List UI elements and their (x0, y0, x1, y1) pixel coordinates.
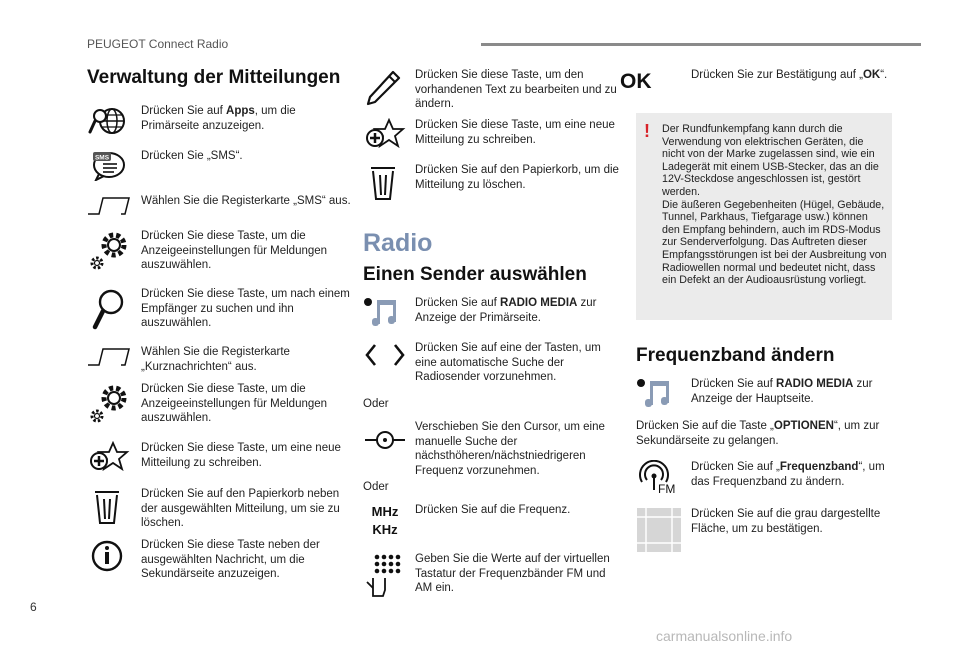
grey-area-icon (636, 507, 682, 553)
oder-label: Oder (363, 481, 389, 493)
tab-icon (87, 194, 131, 218)
music-note-icon (636, 377, 676, 413)
options-instruction: Drücken Sie auf die Taste „OPTIONEN“, um zur Sekundärseite zu gelangen. (636, 420, 880, 447)
music-note-icon (363, 296, 403, 332)
search-icon (87, 287, 127, 331)
ok-icon: OK (620, 70, 652, 93)
apps-globe-icon (87, 104, 127, 138)
running-header: PEUGEOT Connect Radio (87, 37, 229, 51)
info-icon (87, 538, 127, 578)
frequency-unit-icon: MHz KHz (371, 504, 399, 537)
fm-radio-icon (636, 460, 680, 496)
header-rule (481, 43, 921, 46)
tab-icon (87, 345, 131, 369)
new-message-icon (363, 118, 407, 150)
settings-gear-icon (87, 229, 127, 273)
settings-gear-icon (87, 382, 127, 426)
pencil-icon (363, 68, 403, 108)
warning-icon: ! (644, 121, 650, 141)
warning-note (636, 113, 892, 320)
section-title-messages: Verwaltung der Mitteilungen (87, 67, 341, 88)
section-title-frequency-band: Frequenzband ändern (636, 345, 835, 366)
fm-label: FM (658, 482, 676, 496)
trash-icon (87, 487, 127, 527)
keypad-icon (363, 552, 407, 598)
page-number: 6 (30, 600, 37, 614)
watermark: carmanualsonline.info (656, 628, 793, 644)
chevron-left-right-icon (363, 341, 407, 369)
slider-cursor-icon (363, 420, 407, 460)
trash-icon (363, 163, 403, 203)
section-title-radio: Radio (363, 229, 433, 257)
sms-icon (87, 149, 127, 181)
warning-text: Der Rundfunkempfang kann durch die Verwendung von elektrischen Geräten, die nicht von der Marke zugelassen sind, wie ein Ladegerät mit einem USB-Stecker, das an die 12V-Steckdose angeschlossen ist, gestört werden. Die äußeren Gegebenheiten (Hügel, Gebäude, Tunnel, Parkhaus, Tiefgarage usw.) können den Empfang behindern, auch im RDS-Modus zur Senderverfolgung. Das Auftreten dieser Empfangsstörungen ist bei der Ausbreitung von Radiowellen normal und bedeutet nicht, dass ein Defekt an der Audioausrüstung vorliegt. (662, 123, 887, 287)
subtitle-select-station: Einen Sender auswählen (363, 264, 587, 285)
sms-badge: SMS (94, 154, 110, 162)
oder-label: Oder (363, 398, 389, 410)
new-message-icon (87, 441, 131, 473)
